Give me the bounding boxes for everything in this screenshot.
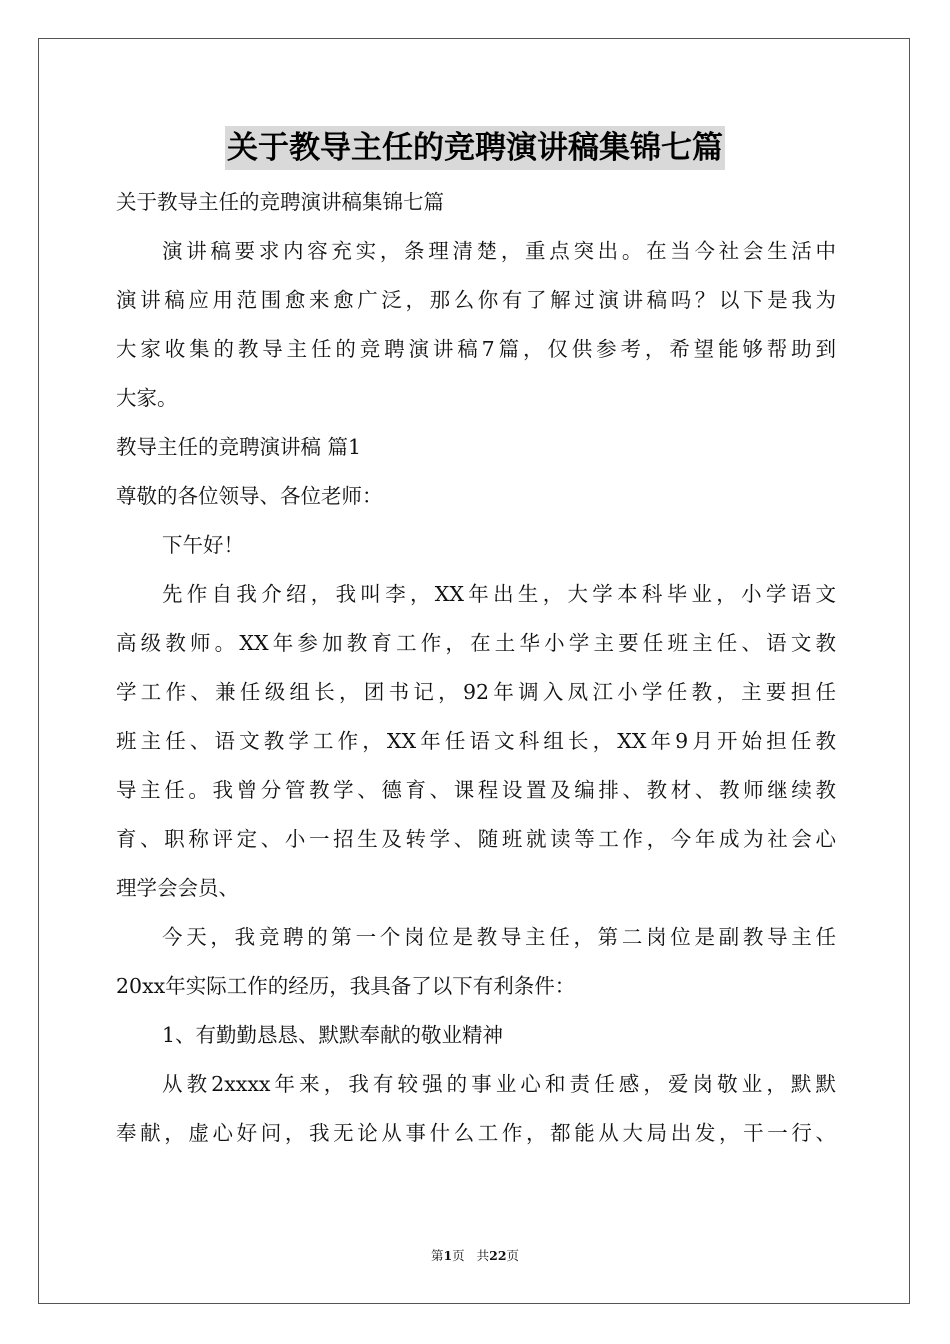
text-line: 育、职称评定、小一招生及转学、随班就读等工作，今年成为社会心 bbox=[116, 827, 836, 851]
text-line: 下午好！ bbox=[162, 533, 244, 557]
text-line: 20xx年实际工作的经历，我具备了以下有利条件： bbox=[116, 974, 576, 998]
footer-total-suffix: 页 bbox=[506, 1248, 520, 1263]
text-line: 学工作、兼任级组长，团书记，92年调入凤江小学任教，主要担任 bbox=[116, 680, 836, 704]
text-line: 先作自我介绍，我叫李，XX年出生，大学本科毕业，小学语文 bbox=[162, 582, 836, 606]
text-line: 今天，我竞聘的第一个岗位是教导主任，第二岗位是副教导主任 bbox=[162, 925, 836, 949]
text-line: 班主任、语文教学工作，XX年任语文科组长，XX年9月开始担任教 bbox=[116, 729, 836, 753]
footer-page-suffix: 页 bbox=[452, 1248, 465, 1263]
footer-total-pages: 22 bbox=[489, 1248, 507, 1263]
text-line: 高级教师。XX年参加教育工作，在土华小学主要任班主任、语文教 bbox=[116, 631, 836, 655]
text-line: 导主任。我曾分管教学、德育、课程设置及编排、教材、教师继续教 bbox=[116, 778, 836, 802]
footer-total-prefix: 共 bbox=[476, 1248, 490, 1263]
text-line: 关于教导主任的竞聘演讲稿集锦七篇 bbox=[116, 190, 444, 214]
text-line: 大家。 bbox=[116, 386, 178, 410]
text-line: 教导主任的竞聘演讲稿 篇1 bbox=[116, 435, 362, 459]
text-line: 演讲稿应用范围愈来愈广泛，那么你有了解过演讲稿吗？以下是我为 bbox=[116, 288, 836, 312]
document-heading: 关于教导主任的竞聘演讲稿集锦七篇 bbox=[225, 126, 725, 170]
title-container bbox=[0, 126, 950, 170]
text-line: 奉献，虚心好问，我无论从事什么工作，都能从大局出发，干一行、 bbox=[116, 1121, 836, 1145]
text-line: 1、有勤勤恳恳、默默奉献的敬业精神 bbox=[162, 1023, 504, 1047]
text-line: 尊敬的各位领导、各位老师： bbox=[116, 484, 383, 508]
footer-page-number: 1 bbox=[443, 1248, 453, 1263]
document-body bbox=[116, 178, 836, 1158]
text-line: 演讲稿要求内容充实，条理清楚，重点突出。在当今社会生活中 bbox=[162, 239, 836, 263]
text-line: 从教2xxxx年来，我有较强的事业心和责任感，爱岗敬业，默默 bbox=[162, 1072, 836, 1096]
text-line: 理学会会员、 bbox=[116, 876, 239, 900]
footer-page-prefix: 第 bbox=[430, 1248, 444, 1263]
page-footer bbox=[0, 1246, 950, 1264]
text-line: 大家收集的教导主任的竞聘演讲稿7篇，仅供参考，希望能够帮助到 bbox=[116, 337, 836, 361]
